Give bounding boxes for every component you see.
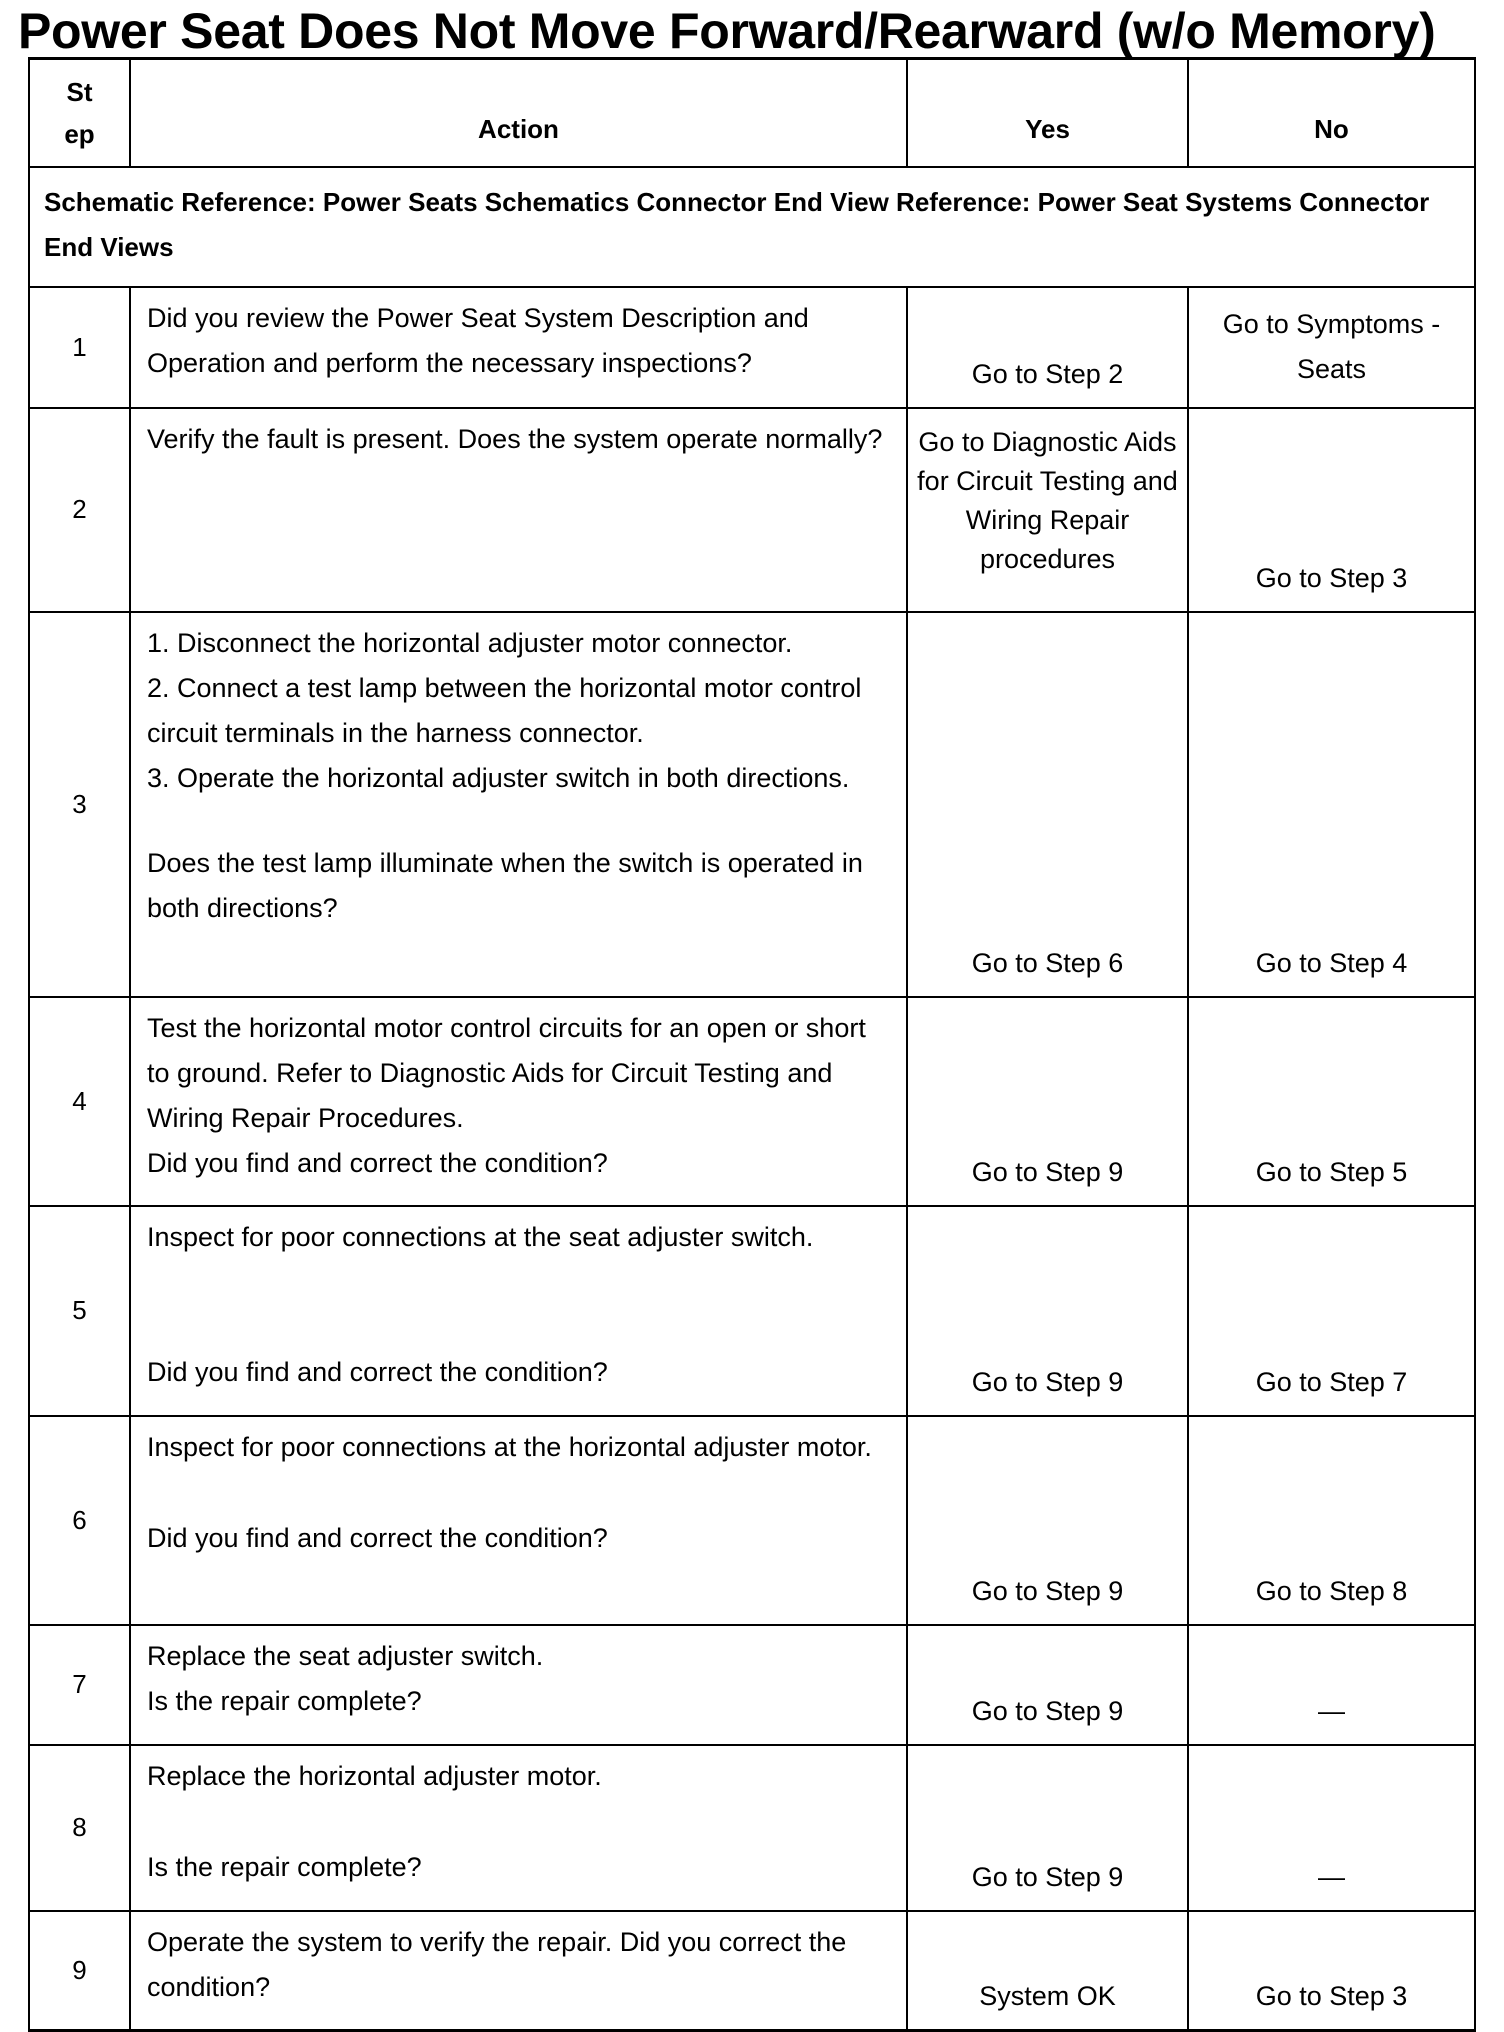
table-row bbox=[29, 997, 1475, 1206]
action-text bbox=[130, 1625, 907, 1745]
action-text bbox=[130, 1416, 907, 1625]
action-line: Does the test lamp illuminate when the switch is operated in both directions? bbox=[147, 847, 863, 923]
table-row bbox=[29, 408, 1475, 612]
no-result: Go to Step 8 bbox=[1188, 1416, 1475, 1625]
reference-row bbox=[29, 167, 1475, 287]
step-number: 4 bbox=[29, 997, 130, 1206]
action-line: 2. Connect a test lamp between the horizontal motor control circuit terminals in the harness connector. bbox=[147, 672, 862, 748]
step-number: 3 bbox=[29, 612, 130, 997]
step-number: 1 bbox=[29, 287, 130, 408]
action-line: Is the repair complete? bbox=[147, 1685, 422, 1716]
step-number: 2 bbox=[29, 408, 130, 612]
action-line: 1. Disconnect the horizontal adjuster motor connector. bbox=[147, 627, 793, 658]
yes-result: Go to Step 9 bbox=[907, 1625, 1188, 1745]
header-no: No bbox=[1188, 59, 1475, 167]
yes-result: Go to Step 9 bbox=[907, 1745, 1188, 1911]
action-text bbox=[130, 1911, 907, 2031]
diagnostic-table bbox=[28, 57, 1476, 2032]
table-row bbox=[29, 1206, 1475, 1416]
no-result: Go to Symptoms - Seats bbox=[1188, 287, 1475, 408]
action-line: Did you review the Power Seat System Description and Operation and perform the necessary inspections? bbox=[147, 302, 809, 378]
action-text bbox=[130, 408, 907, 612]
table-row bbox=[29, 287, 1475, 408]
action-text bbox=[130, 997, 907, 1206]
step-number: 7 bbox=[29, 1625, 130, 1745]
action-line: 3. Operate the horizontal adjuster switch in both directions. bbox=[147, 762, 850, 793]
yes-result: Go to Step 6 bbox=[907, 612, 1188, 997]
step-number: 8 bbox=[29, 1745, 130, 1911]
no-result: — bbox=[1188, 1625, 1475, 1745]
action-line: Is the repair complete? bbox=[147, 1851, 422, 1882]
header-row bbox=[29, 59, 1475, 167]
header-action: Action bbox=[130, 59, 907, 167]
yes-result: Go to Step 9 bbox=[907, 997, 1188, 1206]
header-yes: Yes bbox=[907, 59, 1188, 167]
action-line: Inspect for poor connections at the horizontal adjuster motor. bbox=[147, 1431, 872, 1462]
action-line: Verify the fault is present. Does the system operate normally? bbox=[147, 423, 883, 454]
no-result: — bbox=[1188, 1745, 1475, 1911]
no-result: Go to Step 5 bbox=[1188, 997, 1475, 1206]
yes-result: Go to Step 9 bbox=[907, 1206, 1188, 1416]
table-row bbox=[29, 1745, 1475, 1911]
yes-result: Go to Step 9 bbox=[907, 1416, 1188, 1625]
no-result: Go to Step 4 bbox=[1188, 612, 1475, 997]
step-number: 6 bbox=[29, 1416, 130, 1625]
header-step: St ep bbox=[29, 59, 130, 167]
table-row bbox=[29, 1625, 1475, 1745]
step-number: 9 bbox=[29, 1911, 130, 2031]
no-result: Go to Step 3 bbox=[1188, 1911, 1475, 2031]
action-line: Replace the horizontal adjuster motor. bbox=[147, 1760, 602, 1791]
action-line: Operate the system to verify the repair. Did you correct the condition? bbox=[147, 1926, 847, 2002]
action-line: Did you find and correct the condition? bbox=[147, 1522, 608, 1553]
table-row bbox=[29, 1416, 1475, 1625]
action-text bbox=[130, 287, 907, 408]
action-line: Inspect for poor connections at the seat adjuster switch. bbox=[147, 1221, 814, 1252]
table-row bbox=[29, 612, 1475, 997]
action-line: Test the horizontal motor control circuits for an open or short to ground. Refer to Diagnostic Aids for Circuit Testing and Wiring Repair Procedures. bbox=[147, 1012, 866, 1133]
yes-result: System OK bbox=[907, 1911, 1188, 2031]
yes-result: Go to Step 2 bbox=[907, 287, 1188, 408]
table-row bbox=[29, 1911, 1475, 2031]
no-result: Go to Step 3 bbox=[1188, 408, 1475, 612]
action-text bbox=[130, 612, 907, 997]
action-line: Did you find and correct the condition? bbox=[147, 1147, 608, 1178]
yes-result: Go to Diagnostic Aids for Circuit Testing and Wiring Repair procedures bbox=[907, 408, 1188, 612]
page-title: Power Seat Does Not Move Forward/Rearward (w/o Memory) bbox=[18, 3, 1436, 59]
action-text bbox=[130, 1745, 907, 1911]
schematic-reference: Schematic Reference: Power Seats Schematics Connector End View Reference: Power Seat Systems Connector End Views bbox=[29, 167, 1475, 287]
action-line: Replace the seat adjuster switch. bbox=[147, 1640, 544, 1671]
action-text bbox=[130, 1206, 907, 1416]
no-result: Go to Step 7 bbox=[1188, 1206, 1475, 1416]
step-number: 5 bbox=[29, 1206, 130, 1416]
action-line: Did you find and correct the condition? bbox=[147, 1356, 608, 1387]
